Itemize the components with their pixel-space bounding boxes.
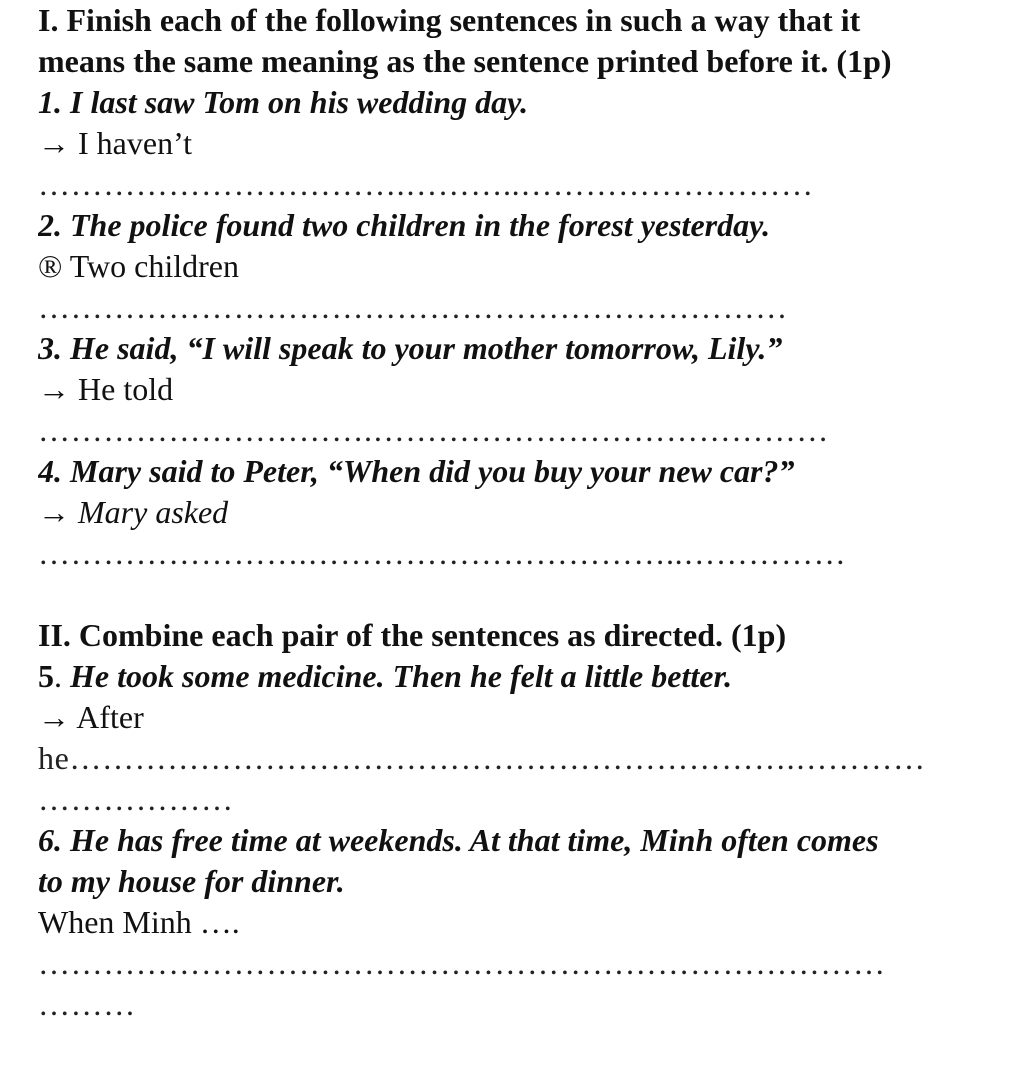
worksheet [38, 0, 998, 1025]
arrow-icon: → [38, 494, 70, 530]
question-5-answer-line-2[interactable]: ……………… [38, 781, 234, 817]
question-3-answer-line[interactable]: ………………………….…………………………………… [38, 412, 829, 448]
question-5-number: 5 [38, 658, 54, 694]
section2-heading: II. Combine each pair of the sentences as directed. (1p) [38, 617, 787, 653]
question-3-lead: → He told [38, 371, 174, 407]
question-1-prompt: 1. I last saw Tom on his wedding day. [38, 84, 529, 120]
question-2-lead: ® Two children [38, 248, 239, 284]
question-1-answer-line[interactable]: …………………………….………..……………………… [38, 166, 814, 202]
section1-heading-line2: means the same meaning as the sentence printed before it. (1p) [38, 43, 892, 79]
question-3-prompt: 3. He said, “I will speak to your mother tomorrow, Lily.” [38, 330, 783, 366]
question-4-prompt: 4. Mary said to Peter, “When did you buy your new car?” [38, 453, 795, 489]
question-4-lead-text: Mary asked [78, 494, 229, 530]
question-2-prompt: 2. The police found two children in the forest yesterday. [38, 207, 771, 243]
question-6-prompt-line1: 6. He has free time at weekends. At that time, Minh often comes [38, 822, 879, 858]
question-6-answer-line-1[interactable]: …………………………………………………………………… [38, 945, 886, 981]
question-2-answer-line[interactable]: …………………………………………………………… [38, 289, 788, 325]
question-5-prompt [38, 656, 998, 697]
question-4-answer-line[interactable]: …………………….……………………………..…………… [38, 535, 847, 571]
question-5-answer-line-1[interactable]: he………………………………………………………….………… [38, 740, 926, 776]
section-divider-space [38, 574, 998, 615]
question-1-lead: → I haven’t [38, 125, 193, 161]
question-6-lead: When Minh …. [38, 904, 240, 940]
question-6-prompt-line2: to my house for dinner. [38, 863, 345, 899]
question-5-separator: . [54, 658, 62, 694]
question-4-lead [38, 492, 998, 533]
question-6-answer-line-2[interactable]: ……… [38, 986, 136, 1022]
section1-heading-line1: I. Finish each of the following sentences in such a way that it [38, 2, 861, 38]
question-5-lead: → After [38, 699, 144, 735]
question-5-text: He took some medicine. Then he felt a little better. [62, 658, 733, 694]
